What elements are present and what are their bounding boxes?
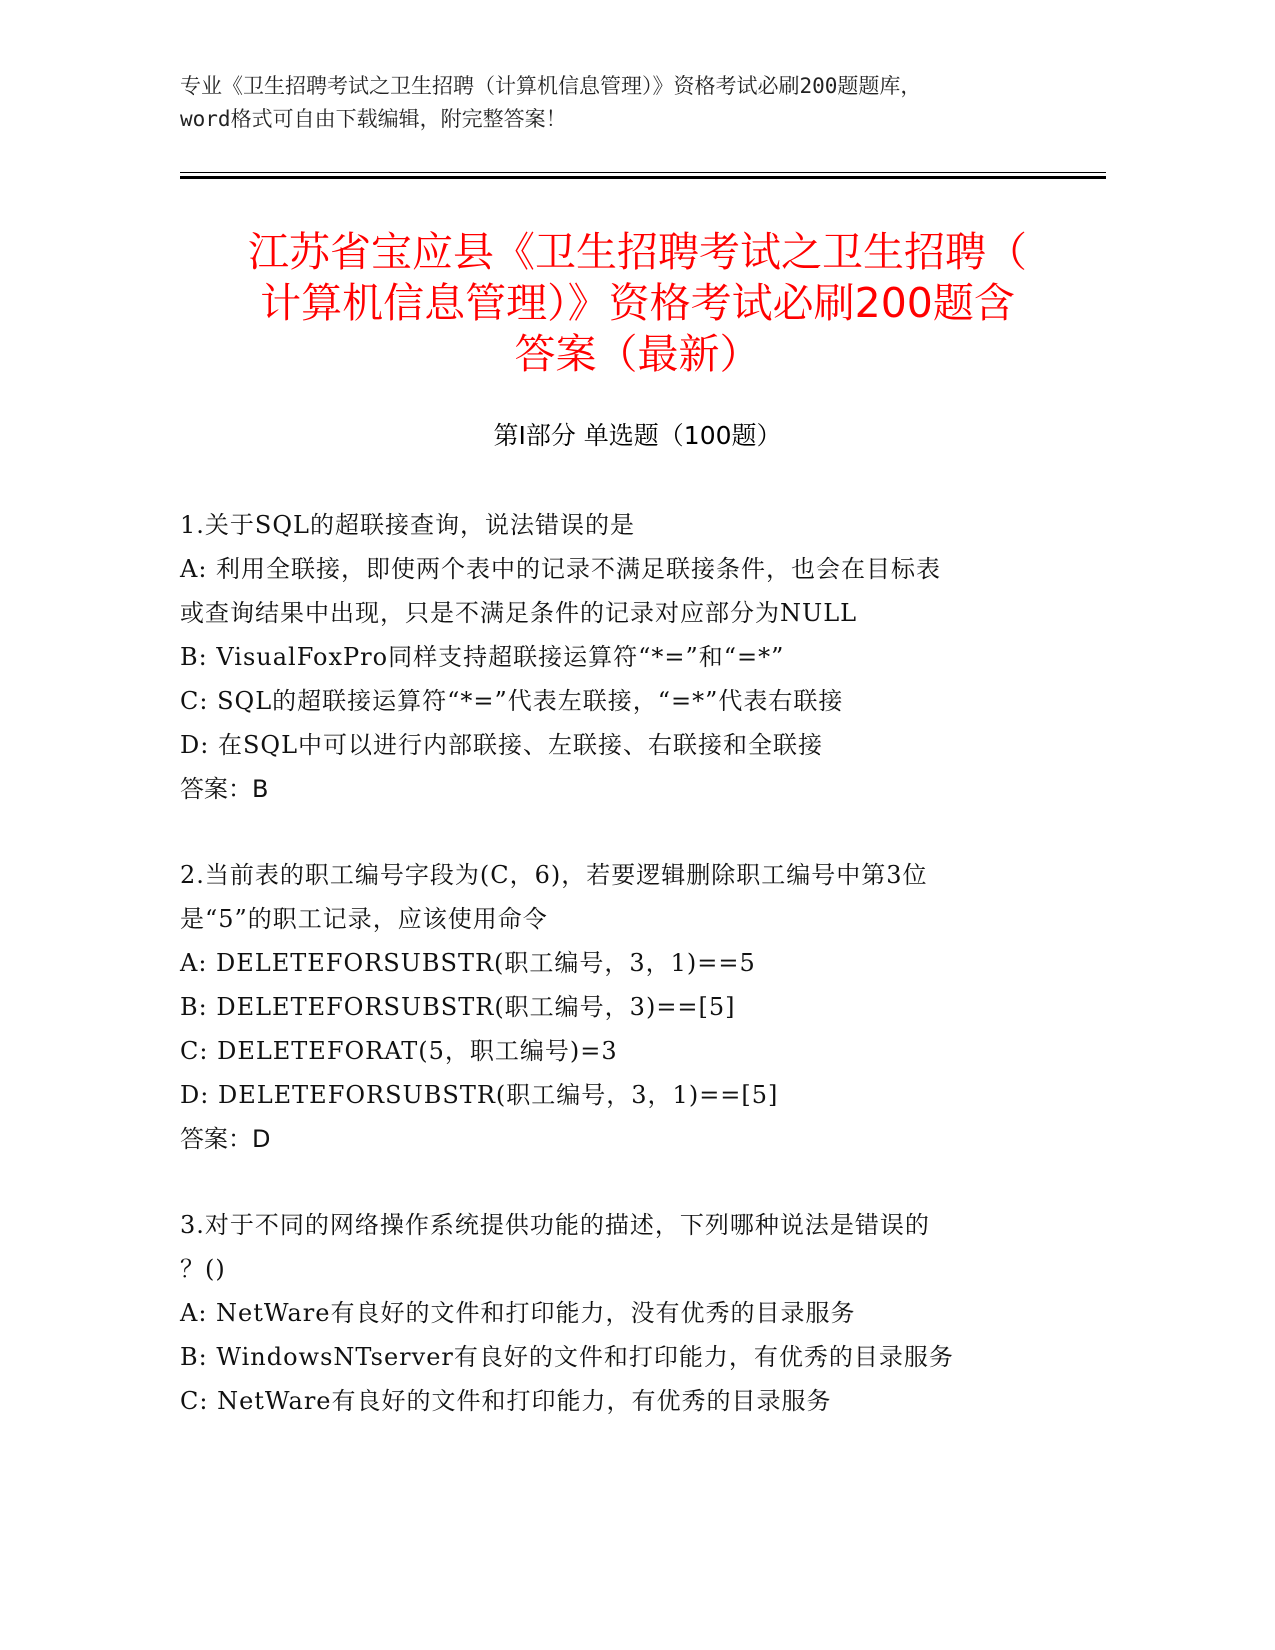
option-b: B: VisualFoxPro同样支持超联接运算符“*=”和“=*” (180, 643, 785, 671)
option-a: A: DELETEFORSUBSTR(职工编号，3，1)==5 (180, 949, 756, 977)
option-a: A: 利用全联接，即使两个表中的记录不满足联接条件，也会在目标表 (180, 555, 942, 583)
question-list (180, 503, 1080, 1465)
header-note (180, 70, 1100, 136)
document-title (150, 227, 1125, 380)
option-c: C: SQL的超联接运算符“*=”代表左联接，“=*”代表右联接 (180, 687, 844, 715)
option-c: C: DELETEFORAT(5，职工编号)=3 (180, 1037, 618, 1065)
option-c: C: NetWare有良好的文件和打印能力，有优秀的目录服务 (180, 1387, 832, 1415)
header-note-line: 专业《卫生招聘考试之卫生招聘（计算机信息管理）》资格考试必刷200题题库， (180, 74, 922, 98)
option-d: D: 在SQL中可以进行内部联接、左联接、右联接和全联接 (180, 731, 824, 759)
document-title-line: 江苏省宝应县《卫生招聘考试之卫生招聘（ (248, 228, 1027, 277)
option-d: D: DELETEFORSUBSTR(职工编号，3，1)==[5] (180, 1081, 779, 1109)
option-b: B: WindowsNTserver有良好的文件和打印能力，有优秀的目录服务 (180, 1343, 954, 1371)
question-stem-continued: ？() (180, 1255, 226, 1283)
document-title-line: 计算机信息管理）》资格考试必刷200题含 (260, 279, 1015, 328)
header-divider-thick (180, 176, 1106, 179)
option-a: A: NetWare有良好的文件和打印能力，没有优秀的目录服务 (180, 1299, 856, 1327)
question-3 (180, 1203, 1080, 1423)
header-note-line: word格式可自由下载编辑，附完整答案！ (180, 107, 567, 131)
option-a-continued: 或查询结果中出现，只是不满足条件的记录对应部分为NULL (180, 599, 858, 627)
answer-label: 答案：B (180, 775, 269, 803)
section-title: 第Ⅰ部分 单选题（100题） (493, 421, 782, 450)
question-stem: 2.当前表的职工编号字段为(C，6)，若要逻辑删除职工编号中第3位 (180, 861, 928, 889)
document-title-line: 答案（最新） (514, 330, 761, 379)
option-b: B: DELETEFORSUBSTR(职工编号，3)==[5] (180, 993, 736, 1021)
question-stem: 1.关于SQL的超联接查询，说法错误的是 (180, 511, 635, 539)
question-1 (180, 503, 1080, 811)
question-2 (180, 853, 1080, 1161)
question-stem-continued: 是“5”的职工记录，应该使用命令 (180, 905, 548, 933)
answer-label: 答案：D (180, 1125, 271, 1153)
question-stem: 3.对于不同的网络操作系统提供功能的描述，下列哪种说法是错误的 (180, 1211, 930, 1239)
header-divider-thin (180, 172, 1106, 173)
